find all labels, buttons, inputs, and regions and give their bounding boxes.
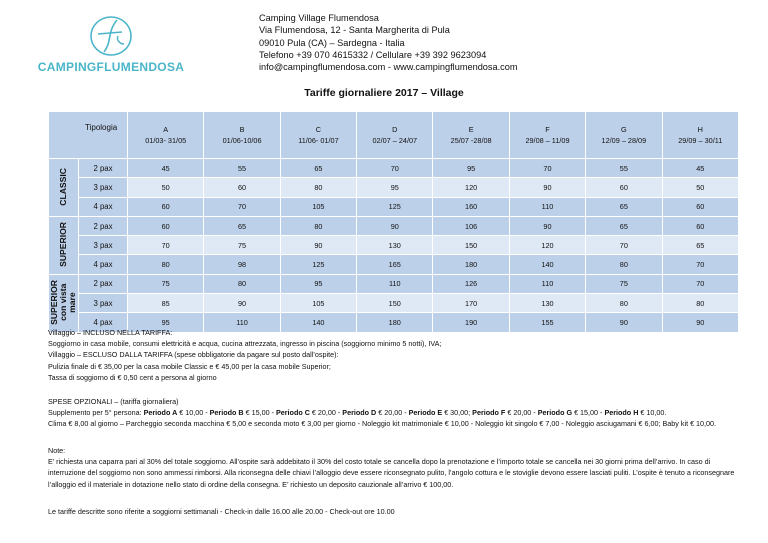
supplement-price: € 20,00 xyxy=(378,408,403,418)
price-cell: 80 xyxy=(280,178,356,197)
price-cell: 180 xyxy=(433,255,509,274)
address-line: Via Flumendosa, 12 - Santa Margherita di Pula xyxy=(259,25,450,36)
period-header: B 01/06-10/06 xyxy=(204,112,280,159)
note-section xyxy=(48,445,738,490)
address-line: 09010 Pula (CA) – Sardegna - Italia xyxy=(259,37,405,48)
logo-text: CAMPINGFLUMENDOSA xyxy=(37,60,185,74)
price-cell: 90 xyxy=(204,294,280,313)
price-cell: 125 xyxy=(280,255,356,274)
price-cell: 65 xyxy=(662,236,738,255)
price-cell: 70 xyxy=(128,236,204,255)
table-row xyxy=(49,274,739,293)
price-cell: 55 xyxy=(204,159,280,178)
price-cell: 106 xyxy=(433,216,509,235)
pax-cell: 2 pax xyxy=(79,216,128,235)
supplement-price: € 10,00. xyxy=(640,408,667,418)
price-cell: 65 xyxy=(586,197,662,216)
price-cell: 75 xyxy=(128,274,204,293)
price-cell: 125 xyxy=(357,197,433,216)
table-row xyxy=(49,159,739,178)
price-cell: 155 xyxy=(509,313,585,332)
category-label: SUPERIOR xyxy=(58,221,68,267)
included-section xyxy=(48,327,738,383)
price-cell: 50 xyxy=(662,178,738,197)
price-cell: 130 xyxy=(357,236,433,255)
price-cell: 140 xyxy=(509,255,585,274)
rates-table xyxy=(48,111,739,333)
price-cell: 45 xyxy=(662,159,738,178)
price-cell: 90 xyxy=(357,216,433,235)
logo xyxy=(36,14,186,84)
pax-cell: 4 pax xyxy=(79,313,128,332)
pax-cell: 3 pax xyxy=(79,236,128,255)
address-line: Telefono +39 070 4615332 / Cellulare +39 392 9623094 xyxy=(259,49,487,60)
price-cell: 80 xyxy=(128,255,204,274)
supplement-price: € 15,00 xyxy=(574,408,599,418)
price-cell: 90 xyxy=(509,216,585,235)
supplement-line: Supplemento per 5° persona: Periodo A € 10,00 - Periodo B € 15,00 - Periodo C € 20,00 - Periodo D € 20,00 - Periodo E € 30,00; Periodo F € 20,00 - Periodo G € 15,00 - Periodo H € 10,00. xyxy=(48,408,667,418)
price-cell: 80 xyxy=(586,255,662,274)
supplement-period: Periodo C xyxy=(275,408,310,418)
price-cell: 95 xyxy=(128,313,204,332)
price-cell: 70 xyxy=(662,255,738,274)
price-cell: 105 xyxy=(280,197,356,216)
price-cell: 70 xyxy=(662,274,738,293)
price-cell: 160 xyxy=(433,197,509,216)
price-cell: 105 xyxy=(280,294,356,313)
price-cell: 60 xyxy=(662,216,738,235)
optional-section xyxy=(48,396,738,430)
address-line: info@campingflumendosa.com - www.campingflumendosa.com xyxy=(259,62,518,73)
address-block xyxy=(259,12,518,73)
supplement-period: Periodo D xyxy=(342,408,377,418)
price-cell: 180 xyxy=(357,313,433,332)
price-cell: 70 xyxy=(509,159,585,178)
period-header: A 01/03- 31/05 xyxy=(128,112,204,159)
price-cell: 60 xyxy=(204,178,280,197)
pax-cell: 3 pax xyxy=(79,294,128,313)
footer-note xyxy=(48,506,738,517)
price-cell: 75 xyxy=(204,236,280,255)
note-text: E’ richiesta una caparra pari al 30% del totale soggiorno. All’ospite sarà addebitato il 30% del costo totale se cancella dopo la prenotazione e l’importo totale se cancella nei 30 giorni prima dell’arrivo. In caso di interruzione del soggiorno non sono ammessi rimborsi. Alla riconsegna delle chiavi l’alloggio deve essere riconsegnato pulito, l’angolo cottura e le stoviglie devono essere lasciati puliti. L’ospite è tenuto a riconsegnare l’alloggio ed il materiale in dotazione nello stato di ordine della consegna. E’ richiesto un deposito cauzionale all’arrivo € 100,00. xyxy=(48,457,735,489)
category-cell xyxy=(49,159,79,217)
price-cell: 80 xyxy=(586,294,662,313)
price-cell: 90 xyxy=(280,236,356,255)
price-cell: 140 xyxy=(280,313,356,332)
table-row xyxy=(49,197,739,216)
table-title: Tariffe giornaliere 2017 – Village xyxy=(304,87,464,99)
price-cell: 110 xyxy=(509,274,585,293)
price-cell: 98 xyxy=(204,255,280,274)
pax-cell: 4 pax xyxy=(79,255,128,274)
price-cell: 165 xyxy=(357,255,433,274)
period-header: F 29/08 – 11/09 xyxy=(509,112,585,159)
supplement-price: € 15,00 xyxy=(245,408,270,418)
category-cell xyxy=(49,274,79,332)
extras-line: Clima € 8,00 al giorno – Parcheggio seconda macchina € 5,00 e seconda moto € 3,00 per giorno - Noleggio kit matrimoniale € 10,00 - Noleggio kit singolo € 7,00 - Noleggio asciugamani € 6,00; Baby kit € 10,00. xyxy=(48,419,717,429)
price-cell: 45 xyxy=(128,159,204,178)
period-header: H 29/09 – 30/11 xyxy=(662,112,738,159)
price-cell: 80 xyxy=(280,216,356,235)
price-cell: 65 xyxy=(586,216,662,235)
price-cell: 95 xyxy=(433,159,509,178)
included-heading: Villaggio – INCLUSO NELLA TARIFFA: xyxy=(48,328,173,337)
supplement-intro: Supplemento per 5° persona: xyxy=(48,408,144,418)
price-cell: 170 xyxy=(433,294,509,313)
address-line: Camping Village Flumendosa xyxy=(259,13,379,23)
supplement-price: € 20,00 xyxy=(311,408,336,418)
price-cell: 110 xyxy=(509,197,585,216)
price-cell: 126 xyxy=(433,274,509,293)
price-cell: 70 xyxy=(357,159,433,178)
supplement-price: € 20,00 xyxy=(507,408,532,418)
price-cell: 90 xyxy=(662,313,738,332)
price-cell: 150 xyxy=(433,236,509,255)
supplement-price: € 10,00 xyxy=(179,408,204,418)
period-header: C 11/06- 01/07 xyxy=(280,112,356,159)
price-cell: 90 xyxy=(586,313,662,332)
price-cell: 150 xyxy=(357,294,433,313)
price-cell: 90 xyxy=(509,178,585,197)
tipologia-header: Tipologia xyxy=(49,112,128,159)
optional-heading: SPESE OPZIONALI – (tariffa giornaliera) xyxy=(48,397,179,406)
price-cell: 60 xyxy=(128,197,204,216)
price-cell: 65 xyxy=(204,216,280,235)
price-cell: 120 xyxy=(509,236,585,255)
excluded-line: Tassa di soggiorno di € 0,50 cent a persona al giorno xyxy=(48,372,217,382)
price-cell: 75 xyxy=(586,274,662,293)
table-row xyxy=(49,216,739,235)
supplement-period: Periodo E xyxy=(408,408,443,418)
supplement-period: Periodo A xyxy=(143,408,178,418)
table-row xyxy=(49,178,739,197)
price-cell: 70 xyxy=(586,236,662,255)
price-cell: 60 xyxy=(586,178,662,197)
pax-cell: 4 pax xyxy=(79,197,128,216)
price-cell: 110 xyxy=(204,313,280,332)
price-cell: 85 xyxy=(128,294,204,313)
price-cell: 190 xyxy=(433,313,509,332)
camping-logo-icon xyxy=(74,14,148,60)
supplement-period: Periodo F xyxy=(472,408,506,418)
excluded-heading: Villaggio – ESCLUSO DALLA TARIFFA (spese obbligatorie da pagare sul posto dall’ospite): xyxy=(48,350,339,360)
price-cell: 95 xyxy=(280,274,356,293)
price-cell: 80 xyxy=(204,274,280,293)
table-row xyxy=(49,294,739,313)
pax-cell: 2 pax xyxy=(79,159,128,178)
price-cell: 50 xyxy=(128,178,204,197)
category-label: SUPERIOR con vista mare xyxy=(49,279,77,325)
note-heading: Note: xyxy=(48,446,66,455)
price-cell: 120 xyxy=(433,178,509,197)
price-cell: 130 xyxy=(509,294,585,313)
price-cell: 65 xyxy=(280,159,356,178)
supplement-period: Periodo B xyxy=(209,408,244,418)
period-header: D 02/07 – 24/07 xyxy=(357,112,433,159)
pax-cell: 3 pax xyxy=(79,178,128,197)
price-cell: 70 xyxy=(204,197,280,216)
period-header: G 12/09 – 28/09 xyxy=(586,112,662,159)
table-row xyxy=(49,236,739,255)
included-text: Soggiorno in casa mobile, consumi elettricità e acqua, cucina attrezzata, ingresso in piscina (soggiorno minimo 5 notti), IVA; xyxy=(48,339,442,349)
price-cell: 60 xyxy=(662,197,738,216)
excluded-line: Pulizia finale di € 35,00 per la casa mobile Classic e € 45,00 per la casa mobile Superior; xyxy=(48,361,331,371)
supplement-price: € 30,00; xyxy=(444,408,471,418)
price-cell: 55 xyxy=(586,159,662,178)
price-cell: 80 xyxy=(662,294,738,313)
price-cell: 60 xyxy=(128,216,204,235)
supplement-period: Periodo G xyxy=(537,408,573,418)
pax-cell: 2 pax xyxy=(79,274,128,293)
period-header: E 25/07 -28/08 xyxy=(433,112,509,159)
price-cell: 95 xyxy=(357,178,433,197)
supplement-period: Periodo H xyxy=(604,408,639,418)
category-cell xyxy=(49,216,79,274)
price-cell: 110 xyxy=(357,274,433,293)
footer-text: Le tariffe descritte sono riferite a soggiorni settimanali - Check-in dalle 16.00 alle 20.00 - Check-out ore 10.00 xyxy=(48,507,395,516)
table-header-row xyxy=(49,112,739,159)
table-row xyxy=(49,255,739,274)
category-label: CLASSIC xyxy=(58,167,68,206)
